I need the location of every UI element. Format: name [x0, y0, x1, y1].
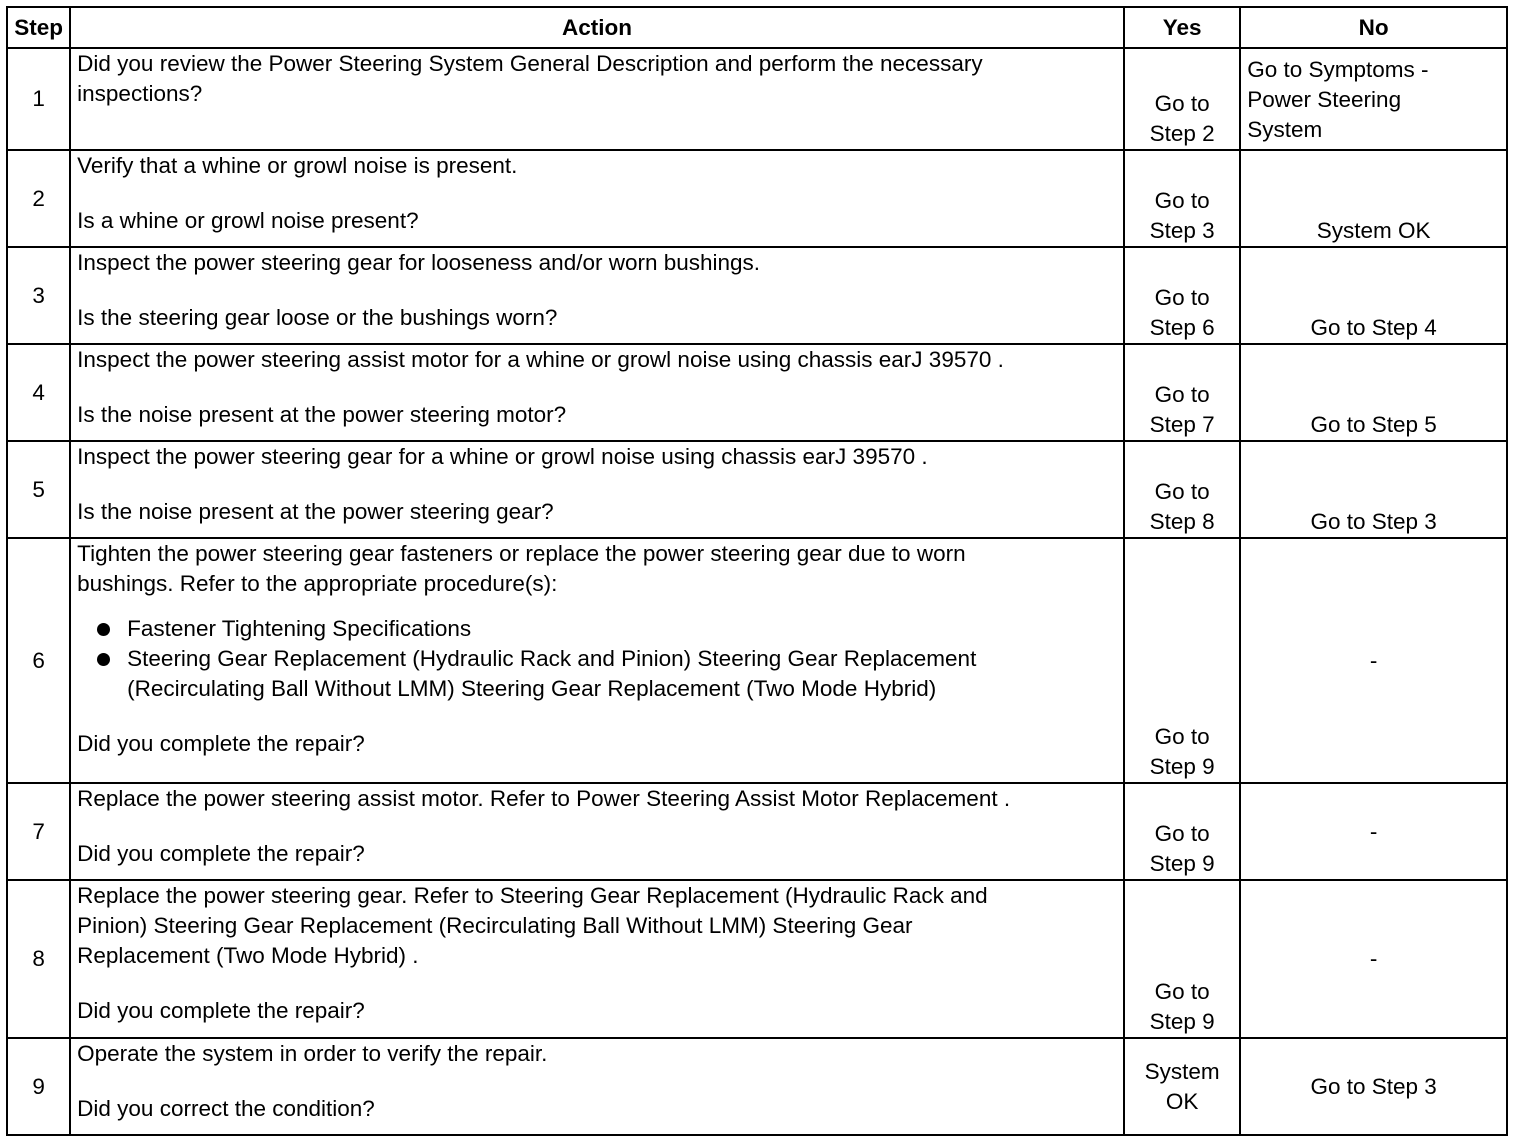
action-question: Is a whine or growl noise present?: [77, 208, 419, 233]
action-question: Did you complete the repair?: [77, 998, 365, 1023]
table-row: [7, 783, 1507, 880]
no-text: -: [1369, 647, 1378, 673]
yes-text: Step 7: [1149, 412, 1215, 437]
table-row: [7, 247, 1507, 344]
no-text: Go to Step 3: [1310, 1073, 1437, 1099]
action-cell: [70, 880, 1124, 1038]
no-text: Go to Symptoms -: [1247, 57, 1429, 82]
yes-text: Step 6: [1149, 315, 1215, 340]
action-text: Replace the power steering assist motor. Refer to Power Steering Assist Motor Replacement .: [77, 786, 1011, 811]
yes-text: Step 9: [1149, 1009, 1215, 1034]
action-cell: [70, 1038, 1124, 1135]
header-yes: Yes: [1124, 7, 1240, 48]
no-cell: [1240, 441, 1507, 538]
table-row: [7, 48, 1507, 150]
action-text: Replacement (Two Mode Hybrid) .: [77, 943, 419, 968]
header-action: Action: [70, 7, 1124, 48]
yes-text: OK: [1165, 1088, 1199, 1114]
action-cell: [70, 48, 1124, 150]
action-question: Did you complete the repair?: [77, 841, 365, 866]
no-cell: [1240, 247, 1507, 344]
yes-text: Go to: [1154, 979, 1210, 1004]
no-cell: [1240, 880, 1507, 1038]
table-row: [7, 1038, 1507, 1135]
step-number: 2: [7, 150, 70, 247]
yes-text: Go to: [1154, 188, 1210, 213]
yes-text: Go to: [1154, 285, 1210, 310]
yes-text: Go to: [1154, 382, 1210, 407]
action-text: Inspect the power steering assist motor for a whine or growl noise using chassis earJ 39570 .: [77, 347, 1004, 372]
no-text: Go to Step 4: [1310, 315, 1437, 340]
step-number: 8: [7, 880, 70, 1038]
no-text: Go to Step 5: [1310, 412, 1437, 437]
yes-text: Step 9: [1149, 754, 1215, 779]
yes-text: Step 9: [1149, 851, 1215, 876]
yes-cell: [1124, 783, 1240, 880]
no-cell: [1240, 344, 1507, 441]
no-cell: [1240, 783, 1507, 880]
action-text: Inspect the power steering gear for looseness and/or worn bushings.: [77, 250, 761, 275]
yes-text: Step 3: [1149, 218, 1215, 243]
action-cell: [70, 538, 1124, 783]
yes-cell: [1124, 247, 1240, 344]
action-cell: [70, 247, 1124, 344]
no-cell: [1240, 538, 1507, 783]
no-text: -: [1369, 818, 1378, 844]
no-text: System OK: [1316, 218, 1431, 243]
procedure-list: [77, 614, 1117, 704]
step-number: 4: [7, 344, 70, 441]
action-text: Tighten the power steering gear fasteners or replace the power steering gear due to worn: [77, 541, 966, 566]
table-row: [7, 441, 1507, 538]
action-question: Did you correct the condition?: [77, 1096, 375, 1121]
no-cell: [1240, 1038, 1507, 1135]
yes-cell: [1124, 441, 1240, 538]
yes-text: Go to: [1154, 91, 1210, 116]
action-text: Replace the power steering gear. Refer to Steering Gear Replacement (Hydraulic Rack and: [77, 883, 988, 908]
diagnostic-table: [6, 6, 1508, 1136]
action-question: Is the steering gear loose or the bushings worn?: [77, 305, 558, 330]
action-text: inspections?: [77, 81, 203, 106]
action-cell: [70, 344, 1124, 441]
action-question: Is the noise present at the power steering motor?: [77, 402, 567, 427]
table-row: [7, 150, 1507, 247]
no-cell: [1240, 48, 1507, 150]
yes-text: Step 8: [1149, 509, 1215, 534]
action-cell: [70, 150, 1124, 247]
header-step: Step: [7, 7, 70, 48]
yes-cell: [1124, 150, 1240, 247]
action-cell: [70, 783, 1124, 880]
header-no: No: [1240, 7, 1507, 48]
procedure-link[interactable]: Fastener Tightening Specifications: [127, 616, 472, 641]
yes-cell: [1124, 880, 1240, 1038]
procedure-link[interactable]: Steering Gear Replacement (Hydraulic Rack and Pinion) Steering Gear Replacement: [127, 646, 977, 671]
procedure-link[interactable]: (Recirculating Ball Without LMM) Steering Gear Replacement (Two Mode Hybrid): [127, 676, 937, 701]
table-row: [7, 880, 1507, 1038]
yes-text: System: [1144, 1058, 1220, 1084]
action-cell: [70, 441, 1124, 538]
step-number: 1: [7, 48, 70, 150]
yes-text: Go to: [1154, 479, 1210, 504]
step-number: 3: [7, 247, 70, 344]
bullet-icon: [97, 653, 110, 666]
yes-cell: [1124, 1038, 1240, 1135]
yes-cell: [1124, 48, 1240, 150]
action-text: Operate the system in order to verify the repair.: [77, 1041, 548, 1066]
yes-text: Go to: [1154, 724, 1210, 749]
step-number: 5: [7, 441, 70, 538]
yes-text: Go to: [1154, 821, 1210, 846]
action-text: Did you review the Power Steering System General Description and perform the necessary: [77, 51, 983, 76]
no-text: Go to Step 3: [1310, 509, 1437, 534]
action-text: Verify that a whine or growl noise is present.: [77, 153, 518, 178]
yes-cell: [1124, 344, 1240, 441]
action-text: bushings. Refer to the appropriate procedure(s):: [77, 571, 558, 596]
table-row: [7, 344, 1507, 441]
step-number: 9: [7, 1038, 70, 1135]
no-text: Power Steering: [1247, 87, 1402, 112]
header-row: [7, 7, 1507, 48]
action-text: Pinion) Steering Gear Replacement (Recirculating Ball Without LMM) Steering Gear: [77, 913, 913, 938]
list-item: [97, 644, 1117, 704]
no-cell: [1240, 150, 1507, 247]
no-text: System: [1247, 117, 1323, 142]
no-text: -: [1369, 946, 1378, 971]
yes-cell: [1124, 538, 1240, 783]
list-item: [97, 614, 1117, 644]
step-number: 7: [7, 783, 70, 880]
table-row: [7, 538, 1507, 783]
bullet-icon: [97, 623, 110, 636]
action-text: Inspect the power steering gear for a whine or growl noise using chassis earJ 39570 .: [77, 444, 928, 469]
action-question: Did you complete the repair?: [77, 731, 365, 756]
yes-text: Step 2: [1149, 121, 1215, 146]
action-question: Is the noise present at the power steering gear?: [77, 499, 554, 524]
step-number: 6: [7, 538, 70, 783]
